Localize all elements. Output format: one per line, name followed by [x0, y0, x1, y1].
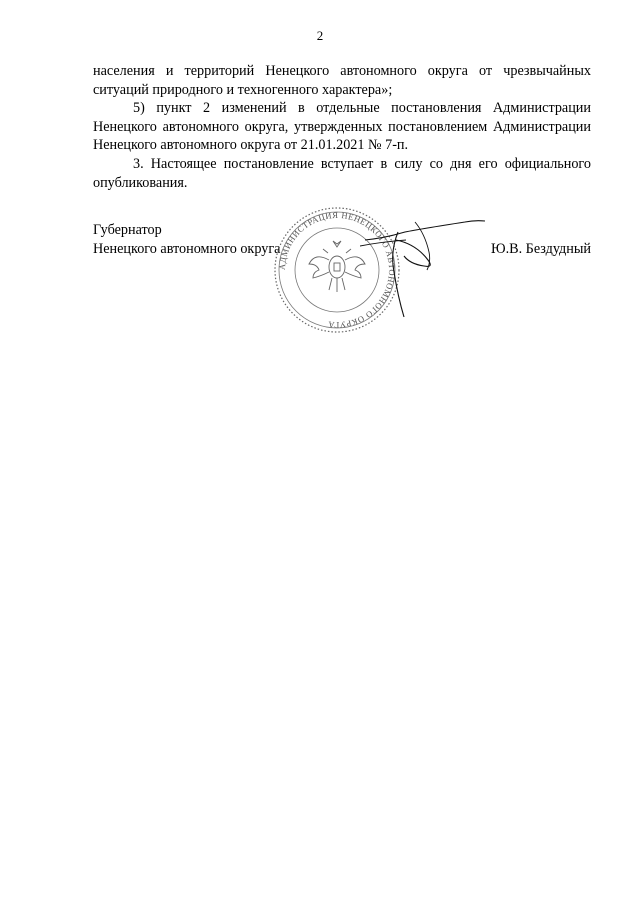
- signatory-title-line1: Губернатор: [93, 222, 162, 238]
- signatory-title-line2: Ненецкого автономного округа: [93, 241, 281, 257]
- document-body: [93, 62, 591, 192]
- eagle-emblem-icon: [309, 241, 365, 292]
- signatory-title: [93, 221, 280, 259]
- handwritten-signature: [360, 210, 490, 320]
- paragraph-effective-date: 3. Настоящее постановление вступает в силу со дня его официального опубликования.: [93, 155, 591, 191]
- seal-ring-text: АДМИНИСТРАЦИЯ НЕНЕЦКОГО АВТОНОМНОГО ОКРУГА: [276, 209, 398, 331]
- paragraph-continuation: населения и территорий Ненецкого автономного округа от чрезвычайных ситуаций природного и техногенного характера»;: [93, 63, 591, 98]
- page-number: 2: [316, 28, 324, 43]
- paragraph-item-5: 5) пункт 2 изменений в отдельные постановления Администрации Ненецкого автономного округа, утвержденных постановлением Администрации Ненецкого автономного округа от 21.01.2021 № 7-п.: [93, 100, 591, 154]
- signatory-name: Ю.В. Бездудный: [490, 241, 591, 257]
